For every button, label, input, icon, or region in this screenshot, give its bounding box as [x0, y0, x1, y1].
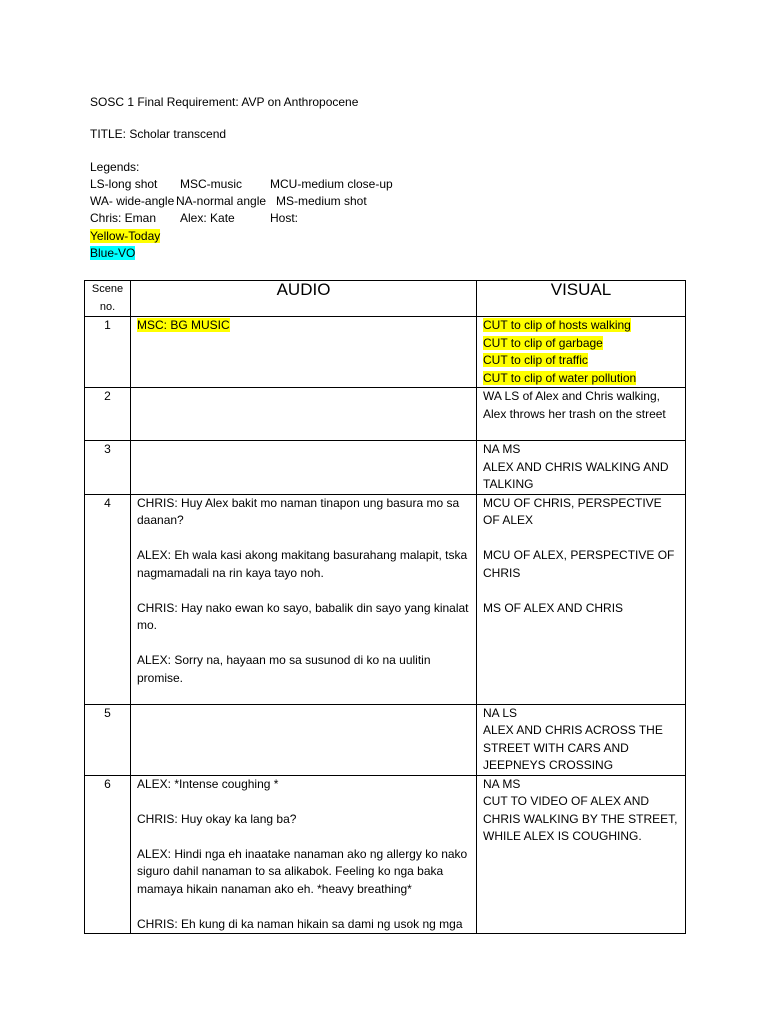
legend-item: MSC-music: [180, 177, 242, 191]
document-heading: SOSC 1 Final Requirement: AVP on Anthropocene: [90, 95, 359, 109]
scene-number: 5: [85, 704, 131, 775]
audio-line: CHRIS: Huy Alex bakit mo naman tinapon ung basura mo sa daanan?: [137, 495, 460, 527]
visual-line: WA LS of Alex and Chris walking, Alex throws her trash on the street: [483, 389, 666, 421]
audio-cell: [131, 317, 477, 388]
legend-row: [90, 193, 510, 210]
legend-item: Chris: Eman: [90, 211, 157, 225]
table-header-row: [85, 281, 686, 317]
visual-line: MS OF ALEX AND CHRIS: [483, 600, 624, 615]
legend-item: MCU-medium close-up: [270, 177, 393, 191]
scene-number: 6: [85, 775, 131, 934]
color-key-blue: [90, 245, 135, 262]
script-table: [84, 280, 686, 934]
visual-cell: [477, 775, 686, 934]
visual-line: ALEX AND CHRIS WALKING AND TALKING: [483, 459, 669, 491]
audio-header: AUDIO: [131, 281, 477, 317]
visual-line: CUT to clip of water pollution: [483, 370, 637, 385]
table-row: [85, 494, 686, 704]
legend-row: [90, 176, 510, 193]
scene-header: Scene no.: [85, 281, 131, 317]
audio-line: MSC: BG MUSIC: [137, 318, 230, 332]
visual-cell: [477, 704, 686, 775]
visual-cell: [477, 388, 686, 441]
legend-item: LS-long shot: [90, 177, 158, 191]
audio-cell: [131, 775, 477, 934]
table-row: [85, 317, 686, 388]
visual-line: MCU OF CHRIS, PERSPECTIVE OF ALEX: [483, 495, 662, 527]
legend-item: MS-medium shot: [276, 194, 367, 208]
color-key-label: Blue-VO: [90, 246, 136, 260]
visual-line: CUT to clip of hosts walking: [483, 318, 631, 332]
audio-cell: [131, 494, 477, 704]
visual-cell: [477, 317, 686, 388]
legends-label: Legends:: [90, 160, 140, 174]
color-key-label: Yellow-Today: [90, 229, 161, 243]
visual-line: NA LS: [483, 705, 518, 720]
legend-row: [90, 210, 510, 227]
visual-cell: [477, 441, 686, 495]
visual-line: MCU OF ALEX, PERSPECTIVE OF CHRIS: [483, 548, 675, 580]
color-key-yellow: [90, 228, 160, 245]
audio-line: CHRIS: Huy okay ka lang ba?: [137, 811, 297, 826]
table-row: [85, 704, 686, 775]
table-row: [85, 441, 686, 495]
visual-line: ALEX AND CHRIS ACROSS THE STREET WITH CARS AND JEEPNEYS CROSSING: [483, 723, 663, 772]
scene-number: 2: [85, 388, 131, 441]
audio-cell: [131, 441, 477, 495]
audio-line: CHRIS: Hay nako ewan ko sayo, babalik din sayo yang kinalat mo.: [137, 600, 469, 632]
audio-line: CHRIS: Eh kung di ka naman hikain sa dami ng usok ng mga: [137, 916, 463, 931]
table-row: [85, 775, 686, 934]
audio-line: ALEX: Eh wala kasi akong makitang basurahang malapit, tska nagmamadali na rin kaya tayo noh.: [137, 548, 468, 580]
audio-line: ALEX: Sorry na, hayaan mo sa susunod di ko na uulitin promise.: [137, 653, 431, 685]
visual-header: VISUAL: [477, 281, 686, 317]
legend-item: Host:: [270, 211, 299, 225]
visual-line: CUT to clip of traffic: [483, 353, 588, 367]
scene-number: 1: [85, 317, 131, 388]
audio-cell: [131, 388, 477, 441]
visual-line: NA MS: [483, 442, 521, 456]
visual-cell: [477, 494, 686, 704]
audio-line: ALEX: Hindi nga eh inaatake nanaman ako ng allergy ko nako siguro dahil nanaman to sa alikabok. Feeling ko nga baka mamaya hikain nanaman ako eh. *heavy breathing*: [137, 846, 468, 896]
legend-item: Alex: Kate: [180, 211, 235, 225]
visual-line: NA MS: [483, 776, 521, 791]
scene-number: 3: [85, 441, 131, 495]
visual-line: CUT TO VIDEO OF ALEX AND CHRIS WALKING BY THE STREET, WHILE ALEX IS COUGHING.: [483, 794, 678, 843]
table-row: [85, 388, 686, 441]
audio-cell: [131, 704, 477, 775]
legend-item: WA- wide-angle: [90, 194, 175, 208]
document-title: TITLE: Scholar transcend: [90, 127, 227, 141]
audio-line: ALEX: *Intense coughing *: [137, 776, 279, 791]
legend-item: NA-normal angle: [176, 194, 267, 208]
visual-line: CUT to clip of garbage: [483, 335, 603, 350]
scene-number: 4: [85, 494, 131, 704]
